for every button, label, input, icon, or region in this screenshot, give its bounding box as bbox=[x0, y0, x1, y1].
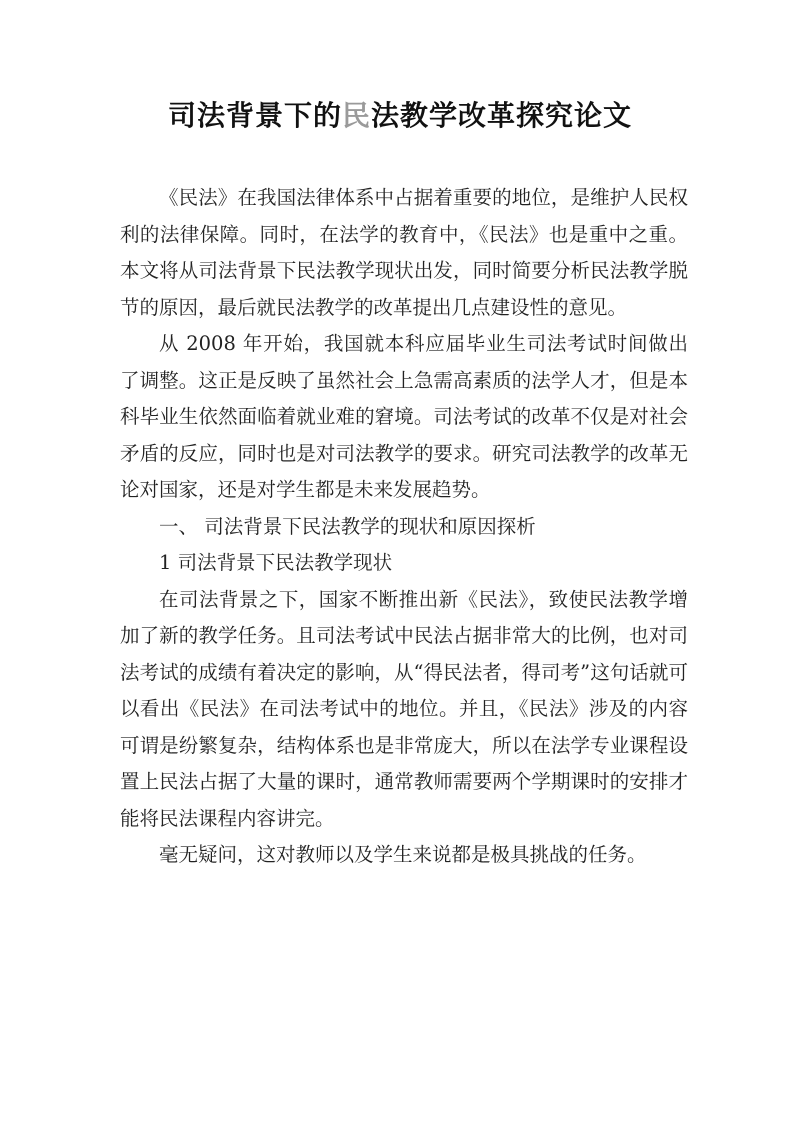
paragraph-exam-reform: 从 2008 年开始，我国就本科应届毕业生司法考试时间做出了调整。这正是反映了虽然社会上急需高素质的法学人才，但是本科毕业生依然面临着就业难的窘境。司法考试的改革不仅是对社会矛盾的反应，同时也是对司法教学的要求。研究司法教学的改革无论对国家，还是对学生都是未来发展趋势。 bbox=[120, 332, 688, 501]
paragraph-current-state: 在司法背景之下，国家不断推出新《民法》，致使民法教学增加了新的教学任务。且司法考试中民法占据非常大的比例，也对司法考试的成绩有着决定的影响，从“得民法者，得司考”这句话就可以看出《民法》在司法考试中的地位。并且，《民法》涉及的内容可谓是纷繁复杂，结构体系也是非常庞大，所以在法学专业课程设置上民法占据了大量的课时，通常教师需要两个学期课时的安排才能将民法课程内容讲完。 bbox=[120, 587, 688, 830]
title-text-end: 法教学改革探究论文 bbox=[371, 99, 633, 132]
paragraph-challenge: 毫无疑问，这对教师以及学生来说都是极具挑战的任务。 bbox=[159, 843, 647, 866]
subsection-heading: 1 司法背景下民法教学现状 bbox=[159, 551, 393, 574]
title-highlighted-character: 民 bbox=[341, 99, 371, 132]
paragraph-intro: 《民法》在我国法律体系中占据着重要的地位，是维护人民权利的法律保障。同时，在法学的教育中，《民法》也是重中之重。本文将从司法背景下民法教学现状出发，同时简要分析民法教学脱节的原因，最后就民法教学的改革提出几点建设性的意见。 bbox=[120, 186, 688, 319]
title-text-start: 司法背景下的 bbox=[167, 99, 342, 132]
document-title bbox=[0, 96, 800, 136]
section-heading: 一、 司法背景下民法教学的现状和原因探析 bbox=[159, 514, 536, 538]
document-body bbox=[120, 180, 688, 874]
